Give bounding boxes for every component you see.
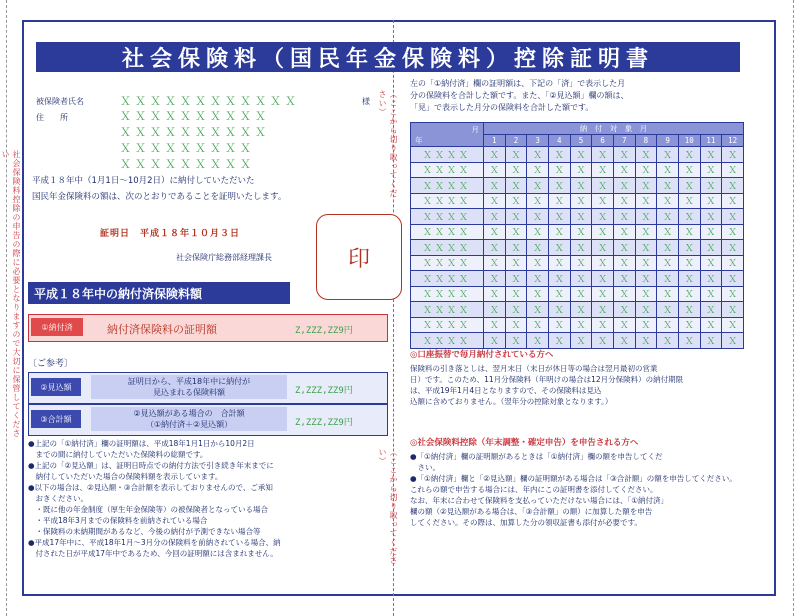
intro-line: 「見」で表示した月分の保険料を合計した額です。 [410,103,594,112]
section-line: これらの額で申告する場合には、年内にこの証明書を添付してください。 [410,485,658,494]
month-cell: Ｘ [548,178,570,194]
month-cell: Ｘ [613,271,635,287]
cut-here-top: （ここから切り取ってください） [378,90,398,198]
month-cell: Ｘ [722,302,744,318]
month-cell: Ｘ [657,147,679,163]
table-row [411,178,744,194]
paid-amount: Z,ZZZ,ZZ9円 [295,326,353,336]
month-header: 12 [722,135,744,147]
section-line: 欄の額（②見込額がある場合は、「③合計額」の額）に加算した額を申告 [410,507,653,516]
estimate-label-line: 見込まれる保険料額 [153,388,225,397]
month-cell: Ｘ [484,178,506,194]
month-cell: Ｘ [678,193,700,209]
month-cell: Ｘ [505,271,527,287]
table-group-header: 納 付 対 象 月 [484,123,744,135]
month-header: 4 [548,135,570,147]
month-cell: Ｘ [722,255,744,271]
section-line: ●「①納付済」欄と「②見込額」欄の証明額がある場合は「③合計額」の額を申告してください。 [410,474,737,483]
section-line: ●「①納付済」欄の証明額があるときは「①納付済」欄の額を申告してくだ [410,452,663,461]
total-label-line: ②見込額がある場合の 合計額 [133,409,245,418]
paid-label: 納付済保険料の証明額 [107,323,217,336]
bank-transfer-section [410,348,755,407]
month-cell: Ｘ [548,209,570,225]
month-cell: Ｘ [505,224,527,240]
month-cell: Ｘ [527,317,549,333]
month-cell: Ｘ [678,178,700,194]
estimate-amount: Z,ZZZ,ZZ9円 [295,386,353,396]
month-cell: Ｘ [678,271,700,287]
month-cell: Ｘ [570,240,592,256]
left-margin-note: 社会保険料控除の申告の際に必要となりますので大切に保管してください [1,150,21,438]
month-cell: Ｘ [722,240,744,256]
month-cell: Ｘ [613,193,635,209]
month-cell: Ｘ [570,147,592,163]
month-cell: Ｘ [592,333,614,349]
month-cell: Ｘ [700,147,722,163]
month-cell: Ｘ [505,333,527,349]
table-row [411,147,744,163]
month-cell: Ｘ [505,240,527,256]
year-cell: ＸＸＸＸ [411,209,484,225]
month-cell: Ｘ [527,255,549,271]
month-cell: Ｘ [678,302,700,318]
table-row [411,162,744,178]
month-header: 5 [570,135,592,147]
month-cell: Ｘ [527,224,549,240]
address-line: ＸＸＸＸＸＸＸＸＸＸ [120,126,270,139]
month-cell: Ｘ [657,271,679,287]
note-line: 納付していただいた場合の保険料額を表示しています。 [28,472,223,481]
month-cell: Ｘ [722,224,744,240]
month-cell: Ｘ [527,333,549,349]
note-line: ・平成18年3月までの保険料を前納されている場合 [28,516,208,525]
address-line: ＸＸＸＸＸＸＸＸＸ [120,158,255,171]
section-line: なお、年末に合わせて保険料を支払っていただけない場合には、「①納付済」 [410,496,668,505]
month-cell: Ｘ [700,317,722,333]
document-title: 社会保険料（国民年金保険料）控除証明書 [36,42,740,72]
year-cell: ＸＸＸＸ [411,147,484,163]
section-heading: ◎口座振替で毎月納付されている方へ [410,350,554,360]
month-cell: Ｘ [722,209,744,225]
table-row [411,224,744,240]
month-header: 11 [700,135,722,147]
month-cell: Ｘ [548,333,570,349]
note-line: 付された日が平成17年中であるため、今回の証明額には含まれません。 [28,549,278,558]
month-header: 8 [635,135,657,147]
statement-line: 国民年金保険料の額は、次のとおりであることを証明いたします。 [32,192,287,202]
month-cell: Ｘ [484,317,506,333]
note-line: ●以下の場合は、②見込額・③合計額を表示しておりませんので、ご承知 [28,483,273,492]
month-cell: Ｘ [700,224,722,240]
section-title: 平成１８年中の納付済保険料額 [28,282,290,304]
month-cell: Ｘ [722,271,744,287]
month-cell: Ｘ [505,317,527,333]
intro-line: 左の「①納付済」欄の証明額は、下記の「済」で表示した月 [410,79,626,88]
month-cell: Ｘ [635,240,657,256]
month-cell: Ｘ [678,255,700,271]
month-cell: Ｘ [505,162,527,178]
month-cell: Ｘ [635,286,657,302]
month-cell: Ｘ [484,286,506,302]
estimate-tag: ②見込額 [31,378,81,396]
month-cell: Ｘ [548,302,570,318]
month-cell: Ｘ [527,286,549,302]
month-cell: Ｘ [722,317,744,333]
month-cell: Ｘ [484,147,506,163]
month-cell: Ｘ [570,224,592,240]
table-row [411,333,744,349]
certification-date: 証明日 平成１８年１０月３日 [100,229,241,239]
month-cell: Ｘ [613,178,635,194]
total-label [91,407,287,431]
estimate-row [28,372,388,404]
month-header: 1 [484,135,506,147]
month-header: 6 [592,135,614,147]
month-cell: Ｘ [570,317,592,333]
month-cell: Ｘ [527,240,549,256]
year-cell: ＸＸＸＸ [411,255,484,271]
issuer: 社会保険庁総務部経理課長 [176,253,272,262]
month-cell: Ｘ [484,271,506,287]
year-cell: ＸＸＸＸ [411,286,484,302]
month-cell: Ｘ [570,255,592,271]
month-cell: Ｘ [548,193,570,209]
month-cell: Ｘ [613,255,635,271]
total-amount: Z,ZZZ,ZZ9円 [295,418,353,428]
month-cell: Ｘ [484,240,506,256]
note-line: ・保険料の未納期間があるなど、今後の納付が予測できない場合等 [28,527,261,536]
month-cell: Ｘ [505,178,527,194]
year-cell: ＸＸＸＸ [411,224,484,240]
month-cell: Ｘ [657,162,679,178]
month-cell: Ｘ [700,286,722,302]
note-line: ●平成17年中に、平成18年1月～3月分の保険料を前納されている場合、納 [28,538,281,547]
month-cell: Ｘ [505,147,527,163]
left-notes [28,438,378,559]
month-cell: Ｘ [527,162,549,178]
month-cell: Ｘ [678,317,700,333]
month-cell: Ｘ [484,302,506,318]
month-header: 9 [657,135,679,147]
year-cell: ＸＸＸＸ [411,333,484,349]
month-cell: Ｘ [657,178,679,194]
month-cell: Ｘ [592,147,614,163]
month-cell: Ｘ [635,162,657,178]
section-line: さい。 [410,463,440,472]
address-label: 住 所 [36,113,68,122]
month-cell: Ｘ [722,193,744,209]
month-cell: Ｘ [700,255,722,271]
month-cell: Ｘ [505,209,527,225]
section-line: 日）です。このため、11月分保険料（年明けの場合は12月分保険料）の納付期限 [410,375,684,384]
reference-label: 〔ご参考〕 [28,359,74,369]
address-line: ＸＸＸＸＸＸＸＸＸ [120,142,255,155]
table-row [411,317,744,333]
month-cell: Ｘ [570,286,592,302]
month-cell: Ｘ [613,147,635,163]
payment-month-table [410,122,744,349]
note-line: までの間に納付していただいた保険料の総額です。 [28,450,208,459]
month-cell: Ｘ [484,193,506,209]
address-line: ＸＸＸＸＸＸＸＸＸＸ [120,110,270,123]
month-cell: Ｘ [657,209,679,225]
month-cell: Ｘ [570,271,592,287]
month-cell: Ｘ [722,178,744,194]
month-cell: Ｘ [613,317,635,333]
month-cell: Ｘ [678,286,700,302]
month-cell: Ｘ [657,224,679,240]
month-cell: Ｘ [484,333,506,349]
month-cell: Ｘ [635,224,657,240]
month-cell: Ｘ [570,162,592,178]
month-cell: Ｘ [548,317,570,333]
corner-month-label: 月 [471,124,479,134]
month-header: 2 [505,135,527,147]
table-row [411,302,744,318]
month-cell: Ｘ [548,224,570,240]
month-cell: Ｘ [678,162,700,178]
month-cell: Ｘ [635,333,657,349]
month-cell: Ｘ [657,317,679,333]
month-header: 10 [678,135,700,147]
month-cell: Ｘ [505,255,527,271]
year-cell: ＸＸＸＸ [411,240,484,256]
year-cell: ＸＸＸＸ [411,178,484,194]
section-line: は、平成19年1月4日となりますので、その保険料は見込 [410,386,602,395]
month-cell: Ｘ [613,302,635,318]
year-cell: ＸＸＸＸ [411,271,484,287]
note-line: ●上記の「①納付済」欄の証明額は、平成18年1月1日から10月2日 [28,439,255,448]
month-cell: Ｘ [592,193,614,209]
month-cell: Ｘ [570,209,592,225]
table-row [411,286,744,302]
month-cell: Ｘ [657,255,679,271]
month-cell: Ｘ [527,178,549,194]
section-line: してください。その際は、加算した分の領収証書も添付が必要です。 [410,518,642,527]
month-cell: Ｘ [700,178,722,194]
month-cell: Ｘ [657,286,679,302]
month-cell: Ｘ [657,302,679,318]
month-cell: Ｘ [635,178,657,194]
month-cell: Ｘ [592,162,614,178]
month-cell: Ｘ [700,240,722,256]
month-cell: Ｘ [722,286,744,302]
month-cell: Ｘ [548,162,570,178]
section-line: 保険料の引き落としは、翌月末日（末日が休日等の場合は翌月最初の営業 [410,364,658,373]
total-label-line: （①納付済＋②見込額） [145,420,233,429]
table-row [411,193,744,209]
month-cell: Ｘ [527,271,549,287]
note-line: ●上記の「②見込額」は、証明日時点での納付方法で引き続き年末までに [28,461,274,470]
month-cell: Ｘ [505,286,527,302]
month-cell: Ｘ [592,209,614,225]
year-cell: ＸＸＸＸ [411,317,484,333]
month-cell: Ｘ [678,147,700,163]
cut-here-bottom: （ここから切り取ってください） [378,448,398,565]
estimate-label-line: 証明日から、平成18年中に納付が [127,377,251,386]
month-cell: Ｘ [548,271,570,287]
month-header: 7 [613,135,635,147]
year-cell: ＸＸＸＸ [411,193,484,209]
month-cell: Ｘ [678,224,700,240]
total-row [28,404,388,436]
month-cell: Ｘ [613,224,635,240]
month-cell: Ｘ [635,271,657,287]
month-cell: Ｘ [722,333,744,349]
month-cell: Ｘ [592,240,614,256]
month-cell: Ｘ [700,302,722,318]
estimate-label [91,375,287,399]
month-cell: Ｘ [570,178,592,194]
month-cell: Ｘ [592,286,614,302]
month-cell: Ｘ [700,271,722,287]
year-cell: ＸＸＸＸ [411,302,484,318]
month-cell: Ｘ [700,193,722,209]
month-cell: Ｘ [613,286,635,302]
month-cell: Ｘ [700,209,722,225]
month-cell: Ｘ [722,147,744,163]
month-cell: Ｘ [635,147,657,163]
month-cell: Ｘ [700,162,722,178]
month-cell: Ｘ [613,240,635,256]
month-cell: Ｘ [570,333,592,349]
month-cell: Ｘ [592,224,614,240]
sheet-right-border [760,20,776,596]
table-row [411,209,744,225]
right-perforation [793,0,794,616]
month-cell: Ｘ [657,193,679,209]
section-heading: ◎社会保険料控除（年末調整・確定申告）を申告される方へ [410,438,639,448]
month-cell: Ｘ [505,193,527,209]
month-cell: Ｘ [527,147,549,163]
month-cell: Ｘ [484,255,506,271]
month-cell: Ｘ [613,209,635,225]
month-cell: Ｘ [657,333,679,349]
month-cell: Ｘ [592,255,614,271]
statement-line: 平成１８年中（1月1日～10月2日）に納付していただいた [32,176,255,186]
insured-name-value: ＸＸＸＸＸＸＸＸＸＸＸＸ [120,95,300,108]
table-corner-header [411,123,484,147]
corner-year-label: 年 [415,135,423,145]
total-tag: ③合計額 [31,410,81,428]
month-cell: Ｘ [678,240,700,256]
table-row [411,255,744,271]
month-cell: Ｘ [635,317,657,333]
month-cell: Ｘ [484,224,506,240]
insured-name-label: 被保険者氏名 [36,97,84,106]
month-cell: Ｘ [635,255,657,271]
month-cell: Ｘ [613,162,635,178]
year-cell: ＸＸＸＸ [411,162,484,178]
month-cell: Ｘ [484,209,506,225]
month-cell: Ｘ [700,333,722,349]
month-cell: Ｘ [635,209,657,225]
intro-line: 分の保険料を合計した額です。また、「②見込額」欄の額は、 [410,91,629,100]
month-cell: Ｘ [657,240,679,256]
month-cell: Ｘ [592,271,614,287]
month-cell: Ｘ [484,162,506,178]
month-cell: Ｘ [548,147,570,163]
tax-deduction-section [410,436,755,528]
month-cell: Ｘ [527,302,549,318]
month-cell: Ｘ [592,302,614,318]
honorific: 様 [362,97,370,106]
note-line: おきください。 [28,494,88,503]
month-header: 3 [527,135,549,147]
month-cell: Ｘ [527,209,549,225]
month-cell: Ｘ [722,162,744,178]
month-cell: Ｘ [635,302,657,318]
month-cell: Ｘ [548,286,570,302]
month-cell: Ｘ [592,317,614,333]
paid-amount-box [28,314,388,342]
month-cell: Ｘ [548,255,570,271]
month-cell: Ｘ [592,178,614,194]
month-cell: Ｘ [570,302,592,318]
month-cell: Ｘ [505,302,527,318]
month-cell: Ｘ [678,333,700,349]
paid-tag: ①納付済 [31,318,83,336]
month-cell: Ｘ [613,333,635,349]
official-seal: 印 [316,214,402,300]
section-line: 込額に含めておりません。（翌年分の控除対象となります。） [410,397,613,406]
month-cell: Ｘ [678,209,700,225]
month-cell: Ｘ [548,240,570,256]
month-cell: Ｘ [635,193,657,209]
month-cell: Ｘ [570,193,592,209]
right-intro [410,78,750,114]
table-row [411,240,744,256]
month-cell: Ｘ [527,193,549,209]
note-line: ・既に他の年金制度（厚生年金保険等）の被保険者となっている場合 [28,505,268,514]
table-row [411,271,744,287]
